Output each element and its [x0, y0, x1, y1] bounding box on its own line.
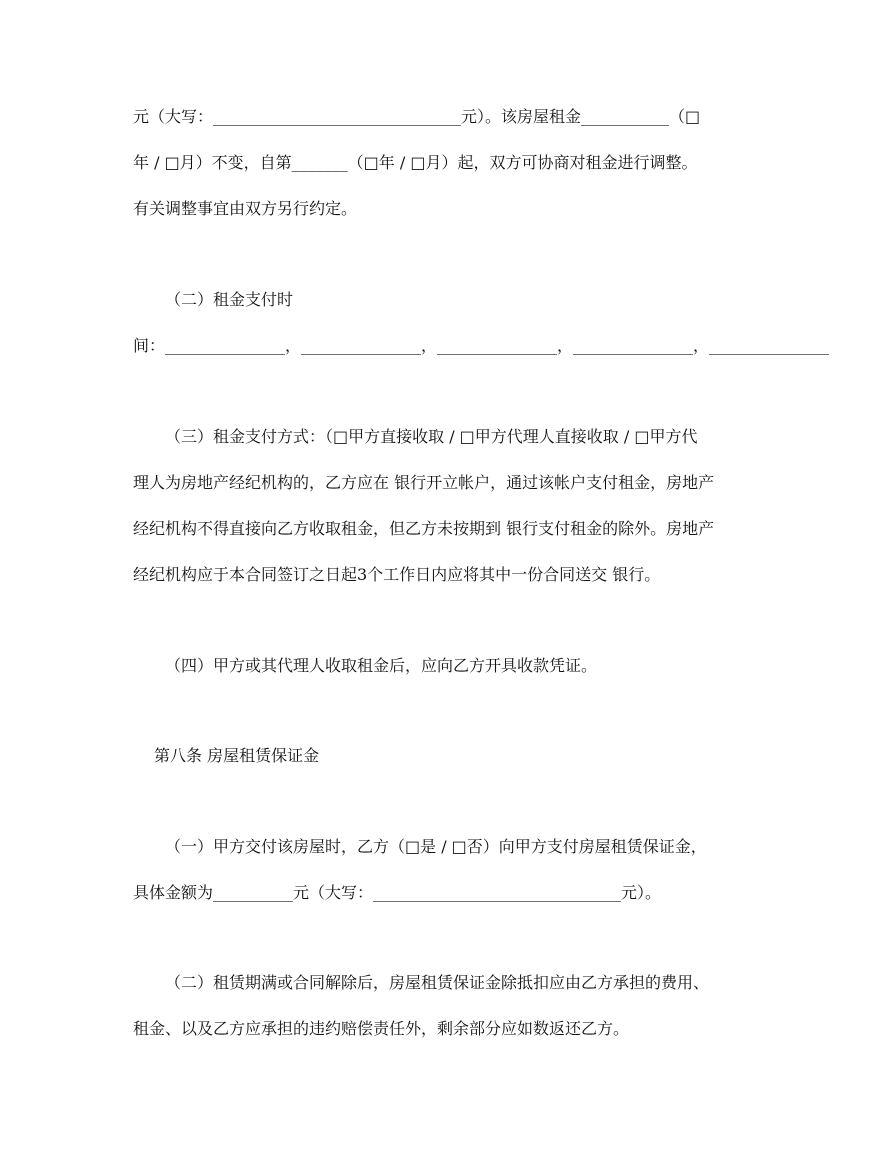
text-line: 经纪机构不得直接向乙方收取租金，但乙方未按期到 银行支付租金的除外。房地产 [133, 519, 715, 538]
text-line: （二）租赁期满或合同解除后，房屋租赁保证金除抵扣应由乙方承担的费用、 [165, 973, 710, 992]
text-line: 有关调整事宜由双方另行约定。 [133, 199, 358, 218]
text-line: 年 / □月）不变，自第_______（□年 / □月）起，双方可协商对租金进行调整。 [133, 153, 698, 172]
section-heading: （二）租金支付时 [165, 290, 294, 309]
text-line: （四）甲方或其代理人收取租金后，应向乙方开具收款凭证。 [165, 656, 598, 675]
text-line: 理人为房地产经纪机构的，乙方应在 银行开立帐户，通过该帐户支付租金，房地产 [133, 473, 715, 492]
text-line: 经纪机构应于本合同签订之日起3个工作日内应将其中一份合同送交 银行。 [133, 565, 661, 584]
article-heading: 第八条 房屋租赁保证金 [154, 746, 320, 765]
text-line: 间：_______________，_______________，_______________，_______________，_______________ [133, 336, 830, 355]
text-line: （三）租金支付方式：（□甲方直接收取 / □甲方代理人直接收取 / □甲方代 [165, 427, 698, 446]
text-line: 具体金额为__________元（大写：_______________________________元）。 [133, 883, 662, 902]
text-line: 租金、以及乙方应承担的违约赔偿责任外，剩余部分应如数返还乙方。 [133, 1019, 630, 1038]
text-line: 元（大写：_______________________________元）。该房屋租金___________（□ [133, 107, 701, 126]
text-line: （一）甲方交付该房屋时，乙方（□是 / □否）向甲方支付房屋租赁保证金， [165, 837, 707, 856]
